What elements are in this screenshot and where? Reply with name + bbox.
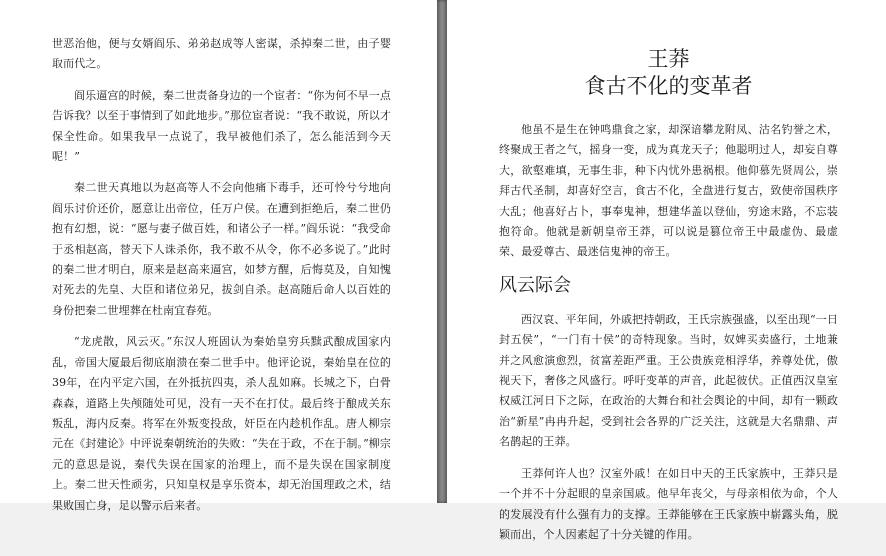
- left-page: [0, 0, 437, 512]
- book-spine-divider: [437, 0, 447, 503]
- paragraph: 王莽何许人也？汉室外戚！在如日中天的王氏家族中，王莽只是一个并不十分起眼的皇亲国戚。他早年丧父，与母亲相依为命，个人的发展没有什么强有力的支撑。王莽能够在王氏家族中崭露头角，脱颖而出，个人因素起了十分关键的作用。: [499, 466, 838, 541]
- right-page-text: [499, 46, 838, 556]
- paragraph: 西汉哀、平年间，外戚把持朝政，王氏宗族强盛，以至出现“一日封五侯”，“一门有十侯”的奇特现象。当时，奴婢买卖盛行，土地兼并之风愈演愈烈，贫富差距严重。王公贵族竞相浮华，养尊处优，傲视天下，奢侈之风盛行。呼吁变革的声音，此起彼伏。正值西汉皇室权威江河日下之际，在政治的大舞台和社会舆论的中间，却有一颗政治“新星”冉冉升起，受到社会各界的广泛关注，这就是大名鼎鼎、声名鹊起的王莽。: [499, 312, 838, 449]
- paragraph: 阎乐逼宫的时候，秦二世责备身边的一个宦者：“你为何不早一点告诉我？以至于事情到了如此地步。”那位宦者说：“我不敢说，所以才保全性命。如果我早一点说了，我早被他们杀了，怎么能活到今天呢！”: [52, 88, 391, 164]
- chapter-title-subtitle: 食古不化的变革者: [584, 74, 753, 98]
- chapter-title: [499, 46, 838, 100]
- left-page-text: [52, 34, 391, 527]
- section-heading: 风云际会: [499, 274, 571, 296]
- right-page: [447, 0, 886, 541]
- chapter-intro: 他虽不是生在钟鸣鼎食之家，却深谙攀龙附凤、沽名钓誉之术，终聚成王者之气，摇身一变，成为真龙天子；他聪明过人，却妄自尊大，欲壑难填，无事生非，种下内忧外患祸根。他仰慕先贤周公，崇拜古代圣制，却喜好空言，食古不化，全盘进行复古，致使帝国秩序大乱；他喜好占卜，事奉鬼神，想建华盖以登仙，穷途末路，不忘装抱符命。他就是新朝皇帝王莽，可以说是篡位帝王中最虚伪、最虚荣、最爱尊古、最迷信鬼神的帝王。: [499, 123, 838, 259]
- chapter-title-name: 王莽: [647, 47, 690, 71]
- paragraph: 秦二世天真地以为赵高等人不会向他痛下毒手，还可怜兮兮地向阎乐讨价还价，愿意让出帝位，任万户侯。在遭到拒绝后，秦二世仍抱有幻想，说：“愿与妻子做百姓，和诸公子一样。”阎乐说：“我受命于丞相赵高，替天下人诛杀你，我不敢不从令，你不必多说了。”此时的秦二世才明白，原来是赵高来逼宫，如梦方醒，后悔莫及，自知愧对死去的先皇、大臣和诸位弟兄，拔剑自杀。赵高随后命人以百姓的身份把秦二世埋葬在杜南宜春苑。: [52, 181, 391, 317]
- paragraph: “龙虎散，风云灭。”东汉人班固认为秦始皇穷兵黩武酿成国家内乱，帝国大厦最后彻底崩溃在秦二世手中。他评论说，秦始皇在位的39年，在内平定六国，在外抵抗四夷，杀人乱如麻。长城之下，白骨森森，道路上失颅随处可见，没有一天不在打仗。最后终于酿成关东叛乱，海内反秦。将军在外叛变投敌，奸臣在内趁机作乱。唐人柳宗元在《封建论》中评说秦朝统治的失败：“失在于政，不在于制。”柳宗元的意思是说，秦代失误在国家的治理上，而不是失误在国家制度上。秦二世天性顽劣，只知皇权是享乐资本，却无治国理政之术，结果败国亡身，足以警示后来者。: [52, 335, 391, 512]
- paragraph: 世恶治他，便与女婿阎乐、弟弟赵成等人密谋，杀掉秦二世，由子婴取而代之。: [52, 37, 391, 71]
